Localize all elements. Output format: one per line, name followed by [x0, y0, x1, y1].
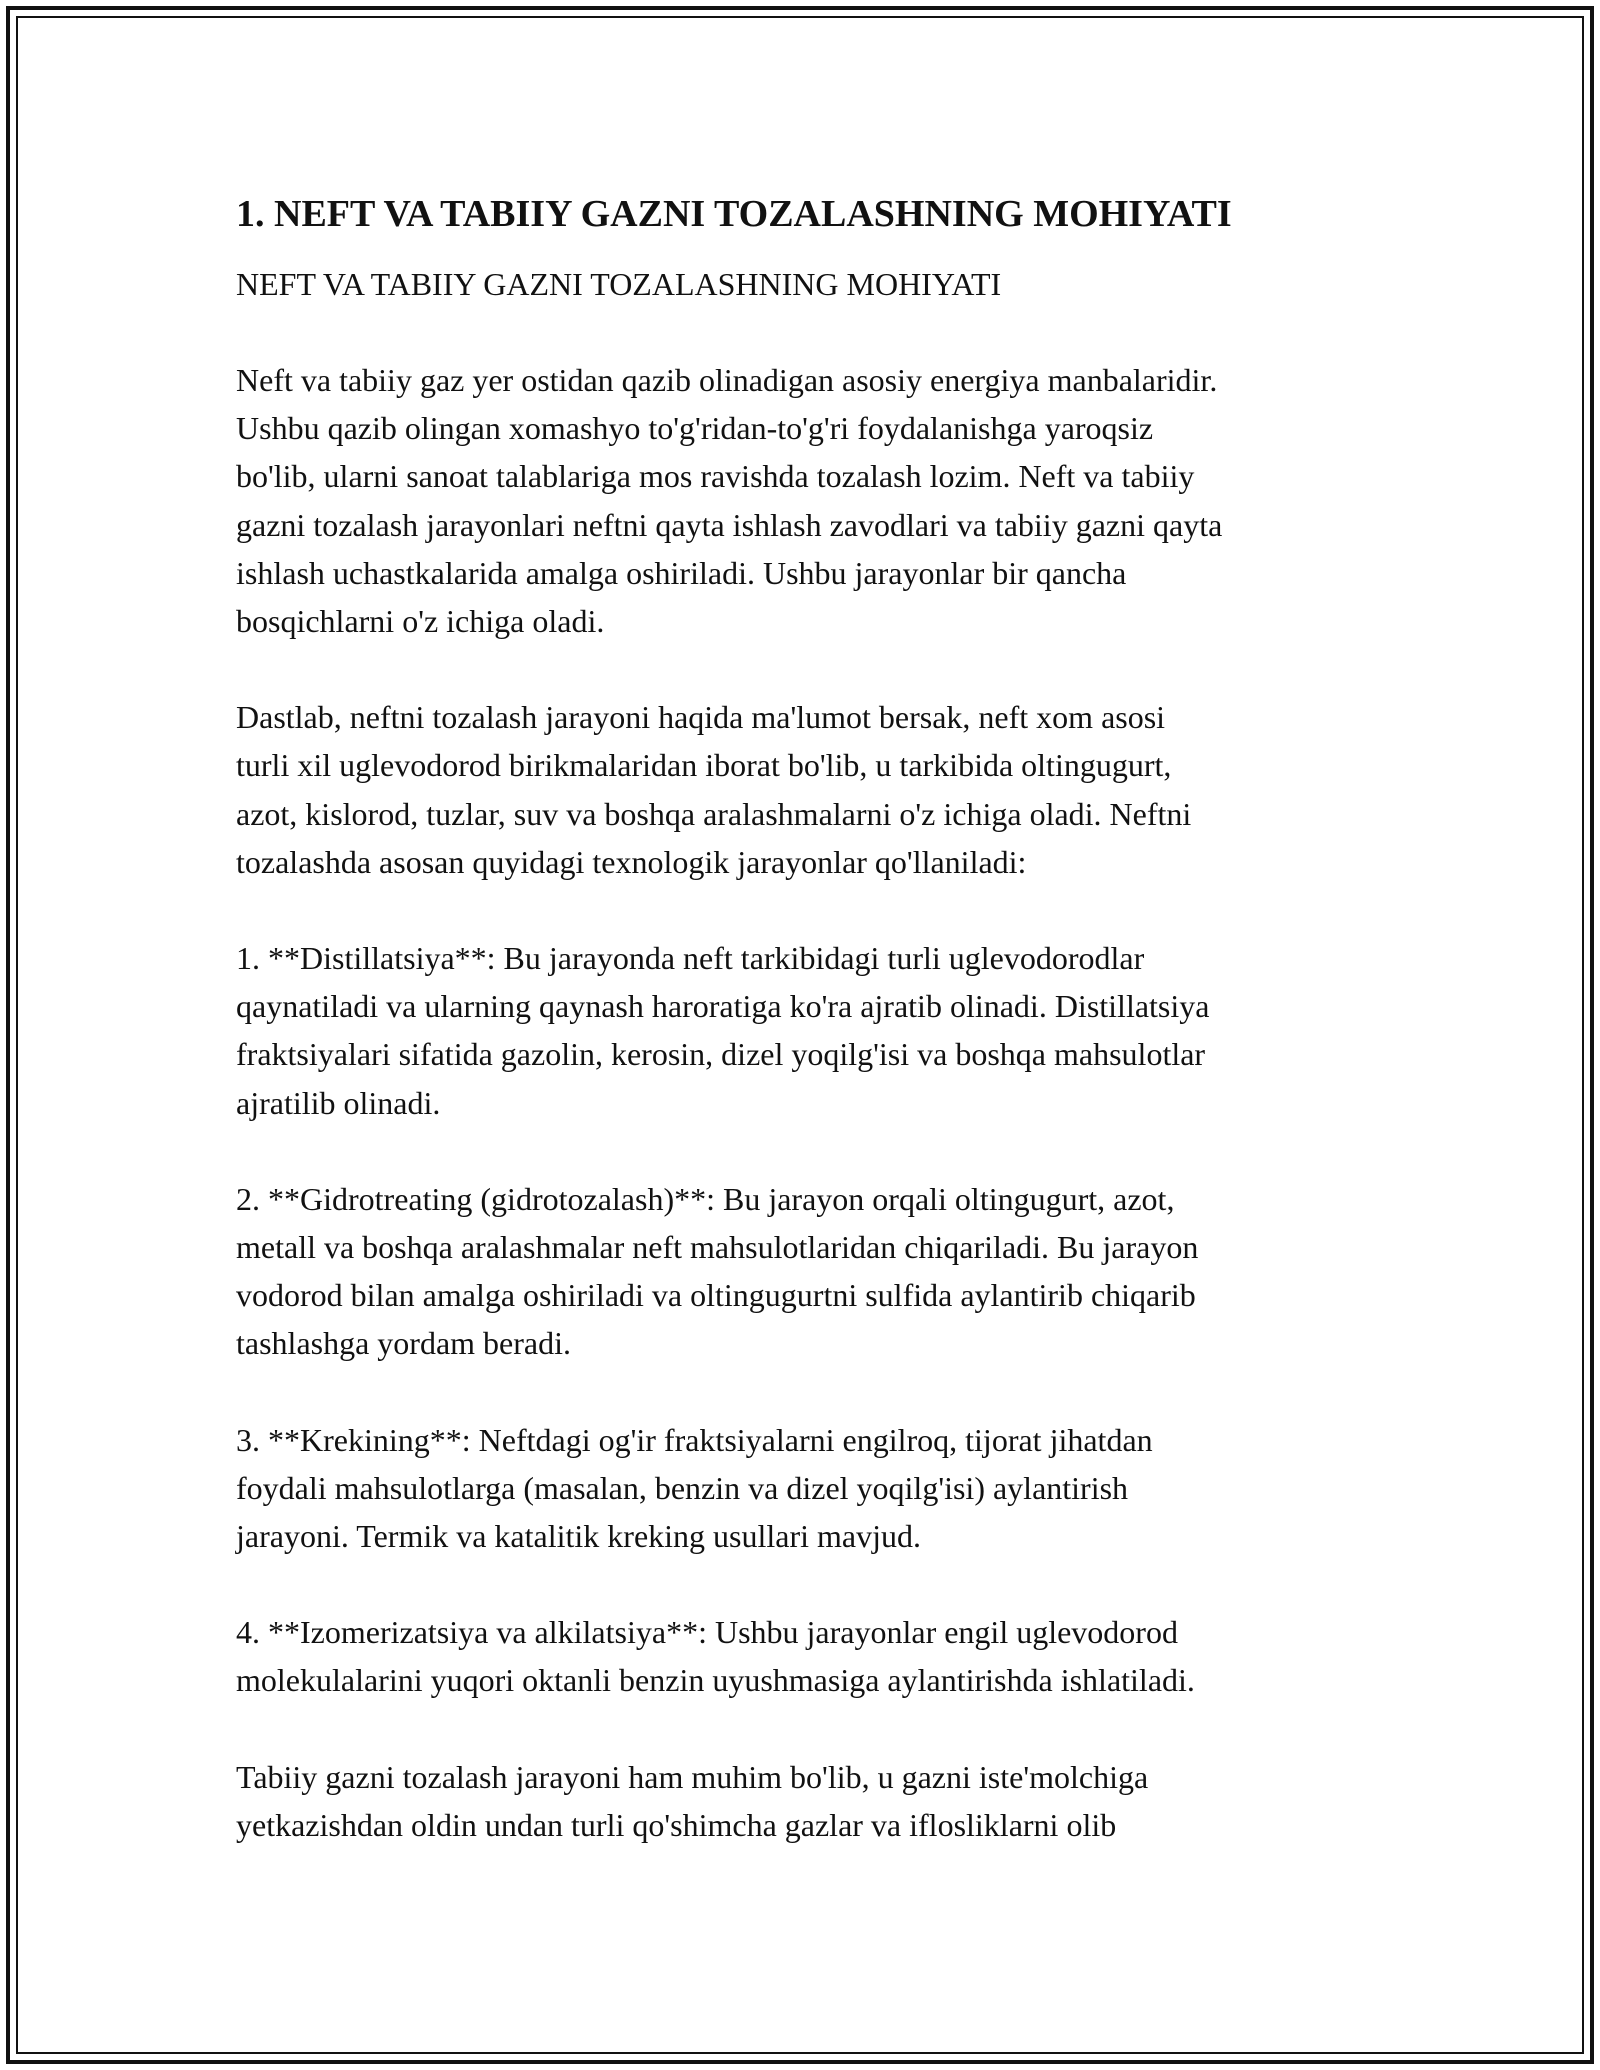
- text-line: foydali mahsulotlarga (masalan, benzin va dizel yoqilg'isi) aylantirish: [236, 1469, 1129, 1506]
- paragraph-oil-refining: [236, 693, 1386, 886]
- text-line: Tabiiy gazni tozalash jarayoni ham muhim bo'lib, u gazni iste'molchiga: [236, 1758, 1149, 1795]
- text-line: vodorod bilan amalga oshiriladi va oltingugurtni sulfida aylantirib chiqarib: [236, 1277, 1196, 1314]
- text-line: ajratilib olinadi.: [236, 1084, 441, 1121]
- text-line: Neft va tabiiy gaz yer ostidan qazib olinadigan asosiy energiya manbalaridir.: [236, 362, 1218, 398]
- section-subtitle: NEFT VA TABIIY GAZNI TOZALASHNING MOHIYATI: [236, 266, 1002, 302]
- text-line: 2. **Gidrotreating (gidrotozalash)**: Bu jarayon orqali oltingugurt, azot,: [236, 1180, 1175, 1217]
- text-line: yetkazishdan oldin undan turli qo'shimcha gazlar va iflosliklarni olib: [236, 1806, 1117, 1843]
- text-line: tozalashda asosan quyidagi texnologik jarayonlar qo'llaniladi:: [236, 843, 1027, 880]
- text-line: jarayoni. Termik va katalitik kreking usullari mavjud.: [236, 1518, 921, 1555]
- text-line: Ushbu qazib olingan xomashyo to'g'ridan-to'g'ri foydalanishga yaroqsiz: [236, 410, 1154, 447]
- text-line: turli xil uglevodorod birikmalaridan iborat bo'lib, u tarkibida oltingugurt,: [236, 747, 1172, 784]
- text-line: Dastlab, neftni tozalash jarayoni haqida ma'lumot bersak, neft xom asosi: [236, 699, 1166, 736]
- document-body: [236, 186, 1386, 1849]
- page-title: 1. NEFT VA TABIIY GAZNI TOZALASHNING MOHIYATI: [236, 193, 1232, 235]
- text-line: qaynatiladi va ularning qaynash haroratiga ko'ra ajratib olinadi. Distillatsiya: [236, 988, 1210, 1025]
- text-line: azot, kislorod, tuzlar, suv va boshqa aralashmalarni o'z ichiga oladi. Neftni: [236, 795, 1192, 832]
- text-line: fraktsiyalari sifatida gazolin, kerosin, dizel yoqilg'isi va boshqa mahsulotlar: [236, 1036, 1206, 1073]
- paragraph-natural-gas: [236, 1753, 1386, 1849]
- list-item-hydrotreating: [236, 1175, 1386, 1368]
- list-item-isomerization: [236, 1608, 1386, 1704]
- text-line: molekulalarini yuqori oktanli benzin uyushmasiga aylantirishda ishlatiladi.: [236, 1662, 1195, 1699]
- text-line: tashlashga yordam beradi.: [236, 1325, 571, 1362]
- text-line: 4. **Izomerizatsiya va alkilatsiya**: Ushbu jarayonlar engil uglevodorod: [236, 1614, 1178, 1651]
- text-line: gazni tozalash jarayonlari neftni qayta ishlash zavodlari va tabiiy gazni qayta: [236, 506, 1223, 543]
- paragraph-intro: [236, 356, 1386, 645]
- text-line: 1. **Distillatsiya**: Bu jarayonda neft tarkibidagi turli uglevodorodlar: [236, 940, 1145, 977]
- text-line: metall va boshqa aralashmalar neft mahsulotlaridan chiqariladi. Bu jarayon: [236, 1229, 1199, 1266]
- list-item-cracking: [236, 1416, 1386, 1561]
- text-line: bo'lib, ularni sanoat talablariga mos ravishda tozalash lozim. Neft va tabiiy: [236, 458, 1195, 495]
- list-item-distillation: [236, 934, 1386, 1127]
- text-line: ishlash uchastkalarida amalga oshiriladi. Ushbu jarayonlar bir qancha: [236, 554, 1127, 591]
- text-line: bosqichlarni o'z ichiga oladi.: [236, 603, 605, 640]
- text-line: 3. **Krekining**: Neftdagi og'ir fraktsiyalarni engilroq, tijorat jihatdan: [236, 1421, 1153, 1458]
